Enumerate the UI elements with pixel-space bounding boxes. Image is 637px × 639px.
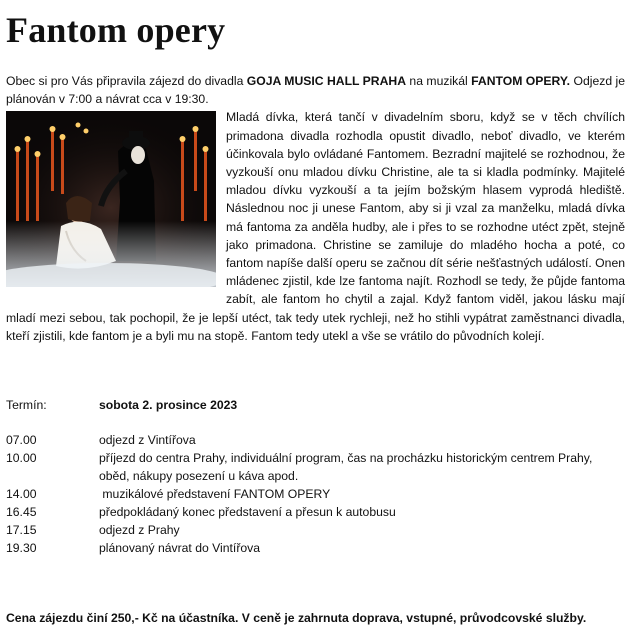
schedule-description: předpokládaný konec představení a přesun k autobusu [99,505,396,519]
intro-paragraph [6,72,625,108]
schedule-description: příjezd do centra Prahy, individuální program, čas na procházku historickým centrem Prahy, oběd, nákupy posezení u káva apod. [99,451,593,483]
schedule-description: muzikálové představení FANTOM OPERY [99,487,331,501]
schedule-description: odjezd z Prahy [99,523,180,537]
article-body [6,72,625,345]
venue-name: GOJA MUSIC HALL PRAHA [246,74,407,88]
term-row [6,396,626,414]
phantom-stage-illustration [6,111,216,287]
story-text: Mladá dívka, která tančí v divadelním sboru, když se v těch chvílích primadona divadla rozhodla opustit divadlo, neboť divadlo, ve kterém účinkovala bylo ovládané Fantomem. Bezradní majitelé se rozhodnou, že vyzkouší onu mladou dívku Christine, ale ta si kladla podmínky. Majitelé mladou dívku vyzkouší a ta jejím božským hlasem vyprodá hlediště. Následnou noc ji unese Fantom, aby si ji vzal za manželku, mladá dívka má fantoma za anděla hudby, ale i přes to se rozhodne utéct zpět, stejně jako primadona. Christine se zamiluje do mladého hocha a poté, co fantom napíše další operu se začnou dít série nešťastných událostí. Onen mládenec zjistil, kde lze fantoma najít. Rozhodl se tedy, že půjde fantoma zabít, ale fantom ho chytil a zajal. Když fantom viděl, jakou lásku mají mladí mezi sebou, tak pochopil, že je lepší utéct, tak tedy utek rychleji, než ho stihli vypátrat zaměstnanci divadla, kteří zjistili, kde fantom je a byli mu na stopě. Fantom tedy utekl a vše se vrátilo do původních kolejí. [6,110,625,343]
schedule-time: 19.30 [6,541,37,555]
schedule-time: 14.00 [6,487,37,501]
term-date: sobota 2. prosince 2023 [99,398,238,412]
schedule-time: 07.00 [6,433,37,447]
schedule-row [6,521,626,539]
schedule-row [6,539,626,557]
show-name: FANTOM OPERY. [471,74,571,88]
phantom-stage-photo [6,111,216,287]
story-paragraph [6,108,625,345]
schedule-description: plánovaný návrat do Vintířova [99,541,261,555]
page-title: Fantom opery [6,10,226,50]
intro-text-3: Odjezd je plánován v 7:00 a návrat cca v 19:30. [6,74,626,107]
schedule-time: 10.00 [6,451,37,465]
schedule-row [6,485,626,503]
intro-text-2: na muzikál [406,74,472,88]
schedule-row [6,503,626,521]
schedule-row [6,431,626,449]
term-label: Termín: [6,398,47,412]
price-note: Cena zájezdu činí 250,- Kč na účastníka. V ceně je zahrnuta doprava, vstupné, průvodcovské služby. [6,611,587,625]
intro-text-1: Obec si pro Vás připravila zájezd do divadla [6,74,247,88]
schedule-description: odjezd z Vintířova [99,433,196,447]
schedule-time: 17.15 [6,523,37,537]
schedule-row [6,449,626,485]
schedule-section [6,396,626,557]
schedule-time: 16.45 [6,505,37,519]
